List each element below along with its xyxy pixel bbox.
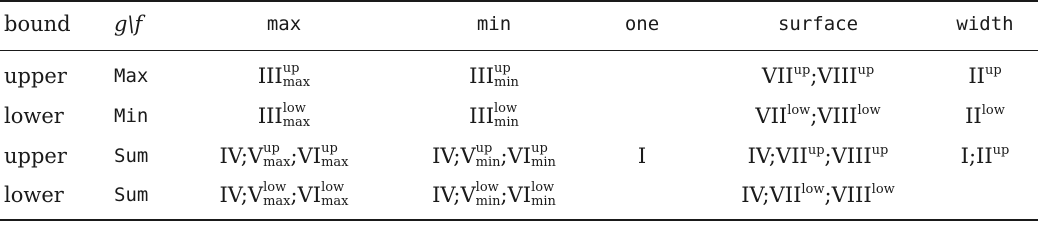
table-row xyxy=(0,56,1038,96)
max-cell: III up max xyxy=(257,60,311,90)
min-cell: III up min xyxy=(469,60,519,90)
max-cell: IV;V up max ;VI up max xyxy=(219,140,349,170)
bound-cell: lower xyxy=(4,104,64,128)
g-cell: Sum xyxy=(114,184,149,206)
header-rule xyxy=(0,50,1038,51)
table-row xyxy=(0,96,1038,136)
surface-cell: $IV;VII^{up};VIII^{up}$ xyxy=(747,143,889,168)
header-g-f: g\f xyxy=(114,12,143,36)
surface-cell: $VII^{low};VIII^{low}$ xyxy=(755,103,881,128)
g-cell: Max xyxy=(114,65,149,87)
table-row xyxy=(0,175,1038,215)
g-cell: Min xyxy=(114,105,149,127)
max-cell: IV;V low max ;VI low max xyxy=(219,179,349,209)
one-cell: I xyxy=(637,144,647,168)
g-cell: Sum xyxy=(114,145,149,167)
header-bound: bound xyxy=(4,12,71,36)
header-max: max xyxy=(266,13,302,35)
surface-cell: $VII^{up};VIII^{up}$ xyxy=(761,63,875,88)
width-cell: $I;II^{up}$ xyxy=(960,143,1010,168)
header-one: one xyxy=(624,13,660,35)
min-cell: IV;V low min ;VI low min xyxy=(432,179,556,209)
bound-cell: upper xyxy=(4,144,67,168)
header-surface: surface xyxy=(777,13,859,35)
max-cell: III low max xyxy=(257,100,311,130)
table-row xyxy=(0,136,1038,176)
min-cell: IV;V up min ;VI up min xyxy=(432,140,556,170)
width-cell: $II^{low}$ xyxy=(965,103,1005,128)
top-rule xyxy=(0,0,1038,2)
header-min: min xyxy=(476,13,512,35)
min-cell: III low min xyxy=(469,100,519,130)
bound-cell: lower xyxy=(4,183,64,207)
header-width: width xyxy=(956,13,1014,35)
bound-cell: upper xyxy=(4,64,67,88)
width-cell: $II^{up}$ xyxy=(968,63,1002,88)
surface-cell: $IV;VII^{low};VIII^{low}$ xyxy=(741,182,895,207)
header-row xyxy=(0,4,1038,44)
bottom-rule xyxy=(0,219,1038,221)
